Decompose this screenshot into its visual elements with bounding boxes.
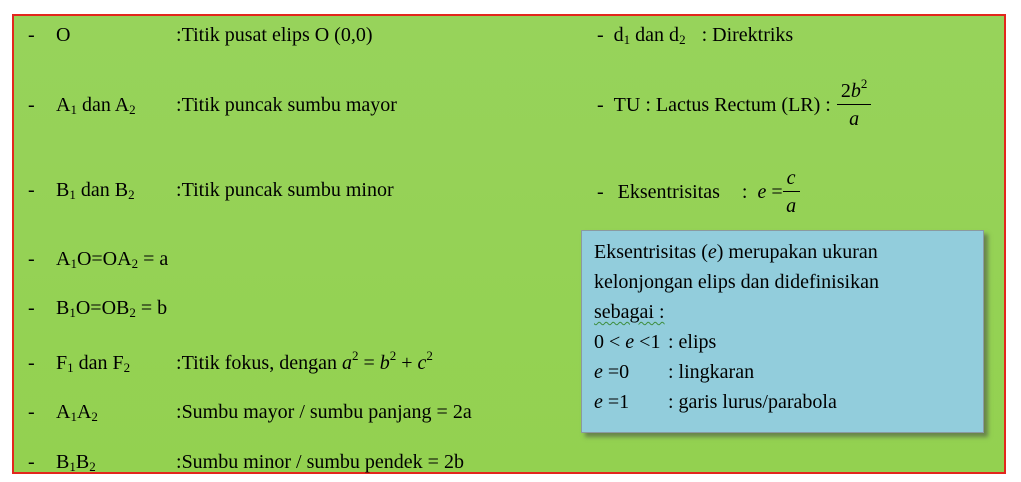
term-label: $B_1B_2$ [56,451,96,474]
bullet-dash: - [28,248,35,270]
term-label: Eksentrisitas [617,181,720,203]
bullet-dash: - [28,352,35,374]
note-condition: e =1 : garis lurus/parabola [594,391,837,413]
separator-colon: : [741,181,748,203]
bullet-dash: - [28,94,35,116]
item-eccentricity [597,161,987,223]
fraction-denominator: a [849,108,860,130]
definition-text: :Titik puncak sumbu mayor [176,94,397,116]
eccentricity-note-box [581,230,984,433]
item-vertex-major [28,89,588,121]
term-label: $A_1$ dan $A_2$ [56,94,136,117]
item-directrix [597,19,987,51]
definition-text: :Titik fokus, dengan $a^2 = b^2 + c^2$ [176,348,433,374]
definition-text: TU : Lactus Rectum (LR) : [613,94,831,116]
definition-text: :Titik puncak sumbu minor [176,179,394,201]
note-line: sebagai : [594,301,665,323]
bullet-dash: - [597,181,604,203]
term-label: $d_1$ dan $d_2$ [613,24,686,47]
item-vertex-minor [28,174,588,206]
bullet-dash: - [28,401,35,423]
formula-text: e = [757,181,783,203]
term-label: $F_1$ dan $F_2$ [56,352,131,375]
formula-text: $B_1O=OB_2 = b$ [56,297,168,320]
bullet-dash: - [28,179,35,201]
item-center-O [28,19,588,51]
item-minor-axis [28,446,588,478]
term-label: O [56,24,71,46]
item-semi-minor [28,292,588,324]
term-label: $B_1$ dan $B_2$ [56,179,135,202]
fraction-denominator: a [786,195,797,217]
bullet-dash: - [28,451,35,473]
bullet-dash: - [597,24,604,46]
bullet-dash: - [28,297,35,319]
bullet-dash: - [28,24,35,46]
note-condition: 0 < e <1 : elips [594,331,717,353]
item-major-axis [28,396,588,428]
definition-text: : Direktriks [701,24,794,46]
item-latus-rectum [597,74,987,136]
item-focus [28,347,588,379]
definition-text: :Sumbu minor / sumbu pendek = 2b [176,451,464,473]
item-semi-major [28,243,588,275]
definition-text: :Titik pusat elips O (0,0) [176,24,373,46]
fraction-numerator: $2b^2$ [837,81,872,105]
latus-rectum-fraction [837,76,872,130]
term-label: $A_1A_2$ [56,401,98,424]
definition-text: :Sumbu mayor / sumbu panjang = 2a [176,401,472,423]
fraction-numerator: c [783,168,800,192]
note-line: Eksentrisitas (e) merupakan ukuran [594,241,878,263]
eccentricity-fraction [783,168,800,216]
note-line: kelonjongan elips dan didefinisikan [594,271,879,293]
note-condition: e =0 : lingkaran [594,361,755,383]
bullet-dash: - [597,94,604,116]
formula-text: $A_1O=OA_2 = a$ [56,248,169,271]
